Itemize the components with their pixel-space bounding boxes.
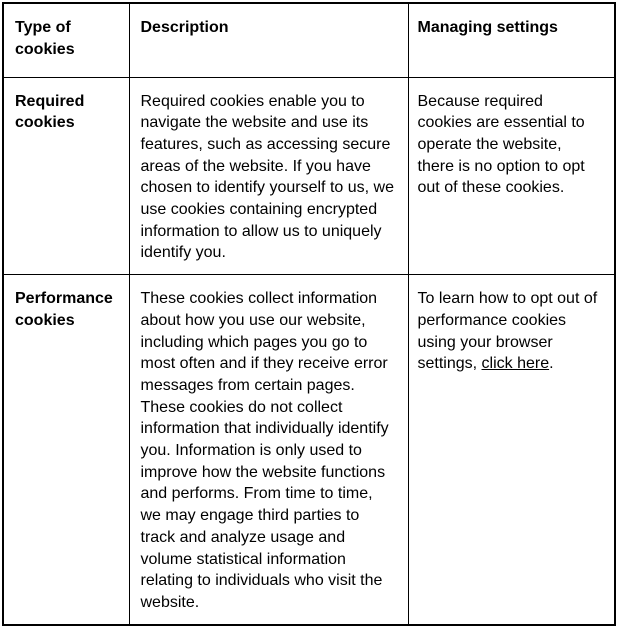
performance-cookies-description-cell: These cookies collect information about how you use our website, including which pages you go to most often and if they receive error messages from certain pages. These cookies do not collect information that individually identify you. Information is only used to improve how the website functions and performs. From time to time, we may engage third parties to track and analyze usage and volume statistical information relating to individuals who visit the website. — [129, 275, 408, 625]
table-row-performance-cookies — [3, 275, 615, 625]
column-header-type-of-cookies: Type of cookies — [3, 3, 129, 77]
column-header-managing-settings: Managing settings — [408, 3, 615, 77]
cookies-table — [2, 2, 616, 626]
performance-cookies-managing-cell — [408, 275, 615, 625]
managing-text-suffix: . — [549, 355, 554, 373]
column-header-description: Description — [129, 3, 408, 77]
table-header-row — [3, 3, 615, 77]
required-cookies-description-cell: Required cookies enable you to navigate the website and use its features, such as accessing secure areas of the website. If you have chosen to identify yourself to us, we use cookies containing encrypted information to allow us to uniquely identify you. — [129, 77, 408, 275]
click-here-link[interactable]: click here — [481, 355, 550, 373]
table-row-required-cookies — [3, 77, 615, 275]
required-cookies-managing-cell: Because required cookies are essential to operate the website, there is no option to opt out of these cookies. — [408, 77, 615, 275]
performance-cookies-type-cell: Performance cookies — [3, 275, 129, 625]
required-cookies-type-cell: Required cookies — [3, 77, 129, 275]
managing-text-prefix: To learn how to opt out of performance cookies using your browser settings, — [417, 290, 598, 373]
